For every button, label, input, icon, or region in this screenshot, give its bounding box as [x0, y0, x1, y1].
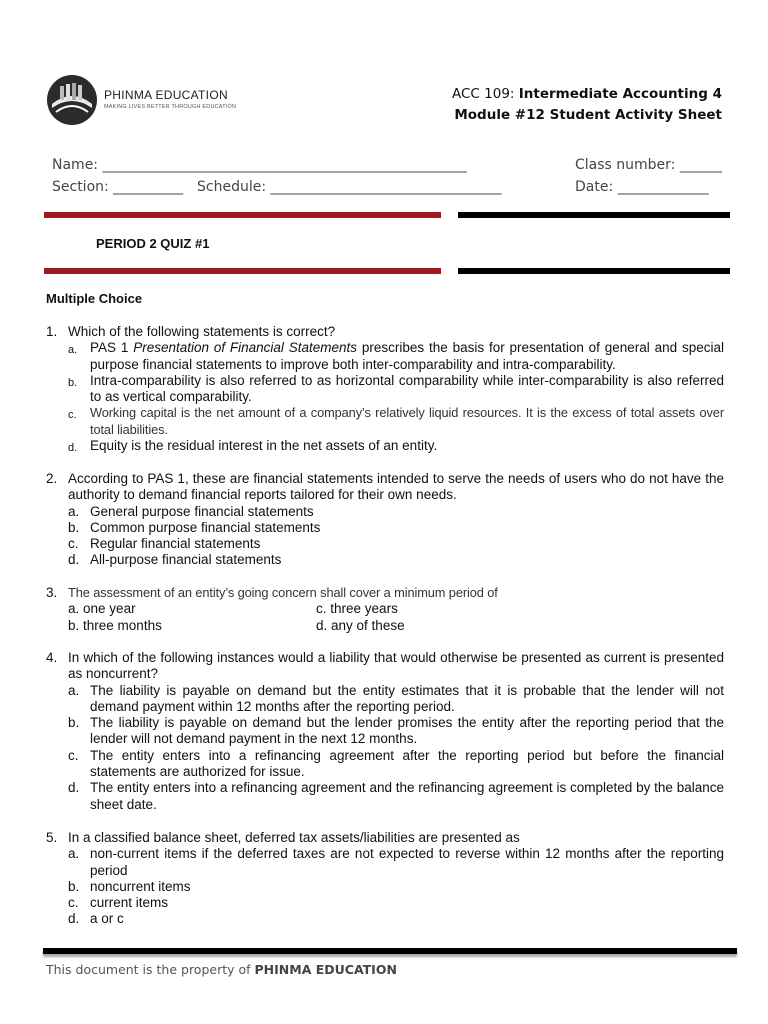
question-text: In a classified balance sheet, deferred tax assets/liabilities are presented as: [68, 830, 520, 845]
quiz-title: PERIOD 2 QUIZ #1: [96, 236, 210, 251]
section-title: Multiple Choice: [46, 291, 143, 306]
option-b[interactable]: b. noncurrent items: [68, 878, 191, 894]
question-5: [46, 830, 724, 928]
option-c[interactable]: c. current items: [68, 895, 169, 911]
question-text: The assessment of an entity’s going concern shall cover a minimum period of: [68, 585, 498, 600]
question-2: [46, 471, 724, 569]
option-a[interactable]: a. PAS 1 Presentation of Financial Statements prescribes the basis for presentation of general and special purpose financial statements to improve both inter-comparability and intra-comparability.: [68, 340, 724, 372]
black-divider-top: [458, 212, 730, 218]
option-d[interactable]: d. Equity is the residual interest in the net assets of an entity.: [68, 438, 438, 455]
section-field[interactable]: Section: __________: [52, 179, 184, 195]
red-divider-top: [44, 212, 441, 218]
logo-emblem-icon: [46, 74, 98, 126]
schedule-field[interactable]: Schedule: _________________________________: [197, 179, 502, 195]
logo-tagline: MAKING LIVES BETTER THROUGH EDUCATION: [104, 104, 237, 110]
question-text: According to PAS 1, these are financial statements intended to serve the needs of users who do not have the authority to demand financial reports tailored for their own needs.: [68, 471, 724, 503]
class-number-field[interactable]: Class number: ______: [575, 157, 722, 173]
course-header: [452, 84, 722, 126]
option-d[interactable]: d. a or c: [68, 911, 124, 927]
question-3: [46, 585, 724, 634]
option-d[interactable]: d. any of these: [316, 617, 405, 633]
option-d[interactable]: d. The entity enters into a refinancing agreement and the refinancing agreement is completed by the balance sheet date.: [68, 780, 724, 812]
option-d[interactable]: d. All-purpose financial statements: [68, 552, 282, 568]
option-b[interactable]: b. three months: [68, 617, 162, 633]
footer-owner: PHINMA EDUCATION: [254, 962, 397, 977]
red-divider-bottom: [44, 268, 441, 274]
question-text: In which of the following instances would a liability that would otherwise be presented as current is presented as noncurrent?: [68, 650, 724, 682]
question-number: 2.: [46, 471, 58, 486]
footer-divider: [43, 948, 737, 954]
question-number: 1.: [46, 324, 58, 339]
question-number: 3.: [46, 585, 58, 600]
name-field[interactable]: Name: ____________________________________________________: [52, 157, 467, 173]
footer-note: [46, 962, 397, 977]
option-b[interactable]: b. Common purpose financial statements: [68, 519, 321, 535]
question-1: [46, 324, 724, 454]
option-b[interactable]: b. The liability is payable on demand but the lender promises the entity after the reporting period that the lender will not demand payment in the next 12 months.: [68, 715, 724, 747]
option-a[interactable]: a. General purpose financial statements: [68, 503, 314, 519]
option-a[interactable]: a. non-current items if the deferred taxes are not expected to reverse within 12 months after the reporting period: [68, 846, 724, 878]
footer-text: This document is the property of: [46, 962, 255, 977]
phinma-logo: [46, 72, 237, 128]
question-number: 5.: [46, 830, 58, 845]
option-c[interactable]: c. The entity enters into a refinancing agreement after the reporting period but before the financial statements are authorized for issue.: [68, 747, 724, 780]
option-grid: [68, 601, 724, 634]
black-divider-bottom: [458, 268, 730, 274]
option-c[interactable]: c. three years: [316, 601, 398, 617]
date-field[interactable]: Date: _____________: [575, 179, 709, 195]
option-b[interactable]: b. Intra-comparability is also referred to as horizontal comparability while inter-comparability is also referred to as vertical comparability.: [68, 372, 724, 405]
question-number: 4.: [46, 650, 58, 665]
option-c[interactable]: c. Regular financial statements: [68, 536, 261, 552]
option-c[interactable]: c. Working capital is the net amount of a company’s relatively liquid resources. It is the excess of total assets over total liabilities.: [68, 405, 724, 437]
course-code: ACC 109:: [452, 86, 515, 102]
option-a[interactable]: a. one year: [68, 601, 136, 617]
option-a[interactable]: a. The liability is payable on demand but the entity estimates that it is probable that the lender will not demand payment within 12 months after the reporting period.: [68, 682, 724, 714]
question-4: [46, 650, 724, 813]
module-title: Module #12 Student Activity Sheet: [454, 107, 722, 123]
course-title: Intermediate Accounting 4: [518, 86, 722, 102]
logo-name: PHINMA EDUCATION: [104, 88, 228, 102]
question-text: Which of the following statements is correct?: [68, 324, 336, 339]
